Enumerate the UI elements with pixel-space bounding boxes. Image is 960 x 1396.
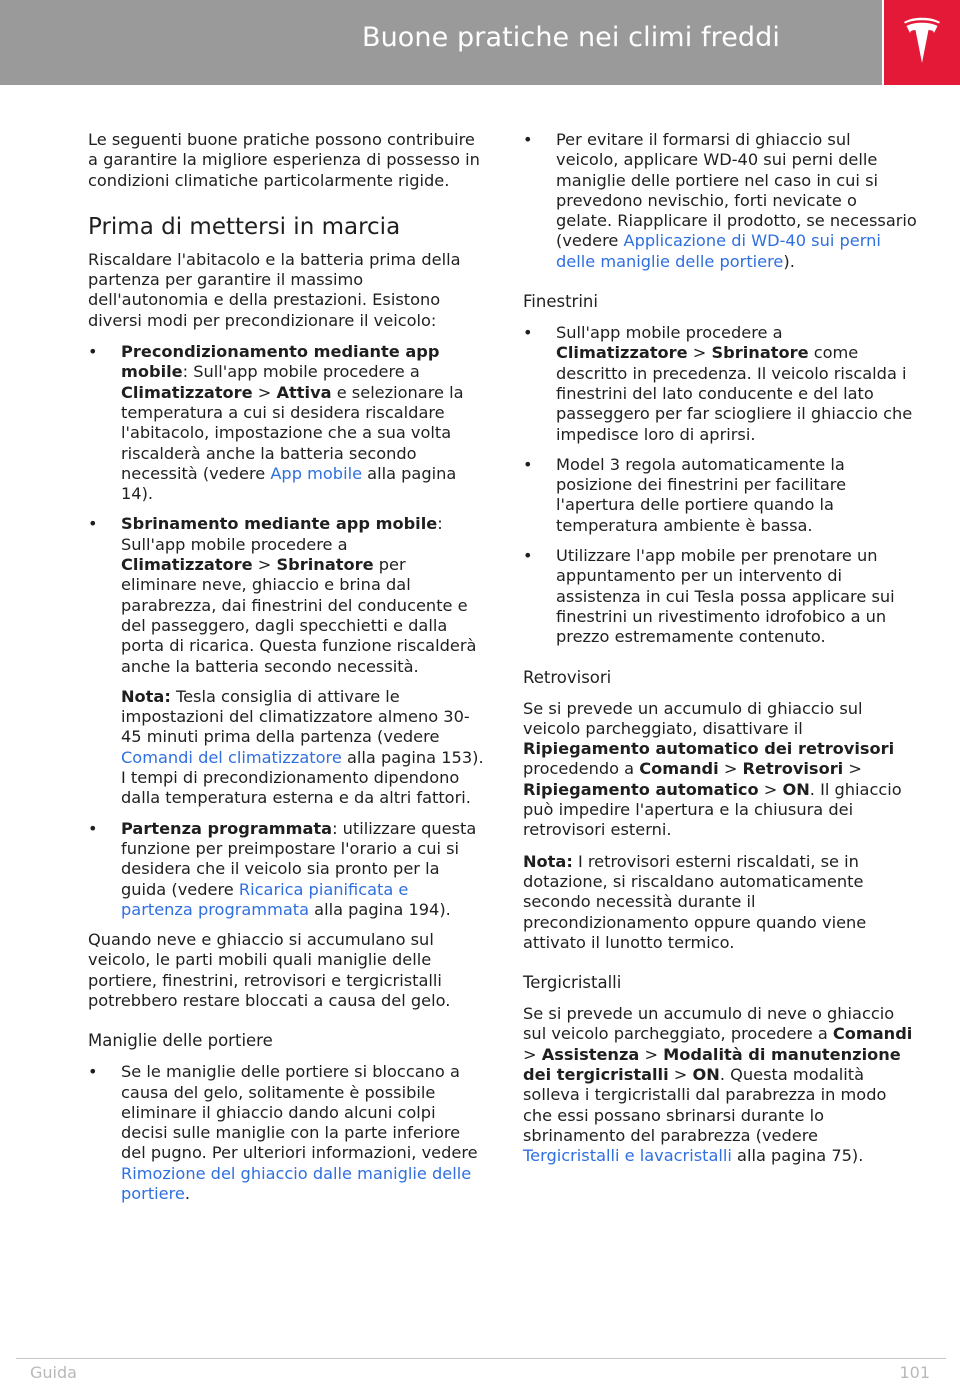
list-item: [88, 514, 484, 808]
separator: >: [718, 759, 743, 779]
bullet-icon: •: [88, 342, 98, 362]
text-span: ).: [783, 251, 795, 271]
bullet-icon: •: [523, 130, 533, 149]
list-item: [523, 323, 917, 445]
bold-term: Sbrinatore: [276, 555, 374, 575]
separator: >: [639, 1044, 664, 1064]
text-span: . Questa modalità solleva i tergicristalli dal parabrezza in modo che essi possano sbrinarsi durante lo sbrinamento del parabrezza (vedere: [523, 1064, 887, 1145]
text-span: . Il ghiaccio può impedire l'apertura e la chiusura dei retrovisori esterni.: [523, 779, 902, 840]
bold-term: Assistenza: [541, 1044, 640, 1064]
text-span: Tesla consiglia di attivare le impostazioni del climatizzatore almeno 30-45 minuti prima della partenza (vedere: [121, 686, 470, 747]
windows-list: [523, 323, 917, 647]
section-title-door-handles: Maniglie delle portiere: [88, 1031, 273, 1051]
list-item: [88, 342, 484, 504]
bold-term: Sbrinatore: [711, 343, 809, 363]
link-wipers[interactable]: Tergicristalli e lavacristalli: [523, 1146, 732, 1166]
left-column: [88, 130, 484, 1214]
mirrors-note: [523, 852, 917, 953]
text-span: alla pagina 153). I tempi di precondizionamento dipendono dalla temperatura esterna e da altri fattori.: [121, 747, 484, 808]
bold-term: ON: [692, 1064, 720, 1084]
text-span: e selezionare la temperatura a cui si desidera riscaldare l'abitacolo, impostazione che a sua volta riscalderà anche la batteria secondo necessità (vedere: [121, 382, 464, 483]
bold-term: Ripiegamento automatico: [523, 779, 759, 799]
list-item: [523, 455, 917, 536]
text-span: Se si prevede un accumulo di neve o ghiaccio sul veicolo parcheggiato, procedere a: [523, 1004, 895, 1044]
page-title: Buone pratiche nei climi freddi: [361, 22, 780, 53]
section-title-before-driving: Prima di mettersi in marcia: [88, 213, 401, 240]
bullet-icon: •: [88, 818, 98, 838]
bullet-icon: •: [523, 323, 533, 343]
bold-term: Attiva: [276, 382, 332, 402]
list-item: [88, 1062, 484, 1204]
text-span: Model 3 regola automaticamente la posizione dei finestrini per facilitare l'apertura delle portiere quando la temperatura ambiente è bassa.: [556, 454, 847, 535]
text-span: per eliminare neve, ghiaccio e brina dal parabrezza, dai finestrini del conducente e del passeggero, dagli specchietti e dalla porta di ricarica. Questa funzione riscalderà anche la batteria secondo necessità.: [121, 555, 477, 676]
bold-term: Partenza programmata: [121, 818, 333, 838]
bold-term: Climatizzatore: [556, 343, 688, 363]
separator: >: [758, 779, 783, 799]
note-block: [121, 687, 484, 809]
brand-logo: [884, 0, 960, 85]
separator: >: [668, 1064, 693, 1084]
bold-term: Retrovisori: [742, 759, 844, 779]
header-bar: [0, 0, 882, 85]
mirrors-paragraph: [523, 699, 917, 841]
section-title-windows: Finestrini: [523, 292, 598, 312]
bold-term: Climatizzatore: [121, 555, 253, 575]
link-wd40[interactable]: Applicazione di WD-40 sui perni delle maniglie delle portiere: [556, 231, 881, 271]
list-item: [523, 546, 917, 647]
section-title-wipers: Tergicristalli: [523, 973, 622, 993]
intro-paragraph: Le seguenti buone pratiche possono contribuire a garantire la migliore esperienza di possesso in condizioni climatiche particolarmente rigide.: [88, 130, 480, 190]
section-intro-paragraph: Riscaldare l'abitacolo e la batteria prima della partenza per garantire il massimo dell'autonomia e della prestazioni. Esistono diversi modi per precondizionare il veicolo:: [88, 249, 461, 330]
separator: >: [687, 343, 712, 363]
bold-term: Comandi: [639, 759, 719, 779]
tesla-logo-icon: [903, 17, 941, 63]
link-remove-ice-handles[interactable]: Rimozione del ghiaccio dalle maniglie delle portiere: [121, 1163, 472, 1204]
text-span: : Sull'app mobile procedere a: [182, 362, 420, 382]
link-scheduled-charging[interactable]: Ricarica pianificata e partenza programmata: [121, 879, 409, 919]
separator: >: [523, 1044, 542, 1064]
text-span: alla pagina 14).: [121, 463, 457, 504]
bullet-icon: •: [523, 454, 533, 474]
bold-term: Modalità di manutenzione dei tergicristalli: [523, 1044, 901, 1084]
page-number: 101: [899, 1363, 930, 1382]
text-span: come descritto in precedenza. Il veicolo riscalda i finestrini del lato conducente e del lato passeggero per far sciogliere il ghiaccio che impedisce loro di aprirsi.: [556, 343, 913, 444]
text-span: alla pagina 75).: [731, 1146, 864, 1166]
right-column: [523, 130, 917, 1177]
section-title-mirrors: Retrovisori: [523, 667, 612, 687]
wipers-paragraph: [523, 1004, 917, 1166]
text-span: : Sull'app mobile procedere a: [121, 514, 443, 554]
text-span: Se le maniglie delle portiere si bloccano a causa del gelo, solitamente è possibile eliminare il ghiaccio dando alcuni colpi decisi sulle maniglie con la parte inferiore del pugno. Per ulteriori informazioni, vedere: [121, 1062, 478, 1163]
separator: >: [843, 759, 862, 779]
footer-section-label: Guida: [30, 1363, 77, 1382]
list-item: [523, 130, 917, 272]
separator: >: [252, 555, 277, 575]
bold-term: Sbrinamento mediante app mobile: [121, 514, 438, 534]
note-label: Nota:: [523, 851, 573, 871]
bold-term: Comandi: [832, 1024, 913, 1044]
list-item: [88, 819, 484, 920]
text-span: Sull'app mobile procedere a: [556, 323, 783, 343]
link-app-mobile[interactable]: App mobile: [270, 463, 363, 483]
text-span: Utilizzare l'app mobile per prenotare un appuntamento per un intervento di assistenza in cui Tesla possa applicare sui finestrini un rivestimento idrofobico a un prezzo estremamente contenuto.: [556, 546, 895, 647]
bold-term: Climatizzatore: [121, 382, 253, 402]
bold-term: ON: [782, 779, 810, 799]
wd40-list: [523, 130, 917, 272]
bullet-icon: •: [88, 514, 98, 534]
bold-term: Precondizionamento mediante app mobile: [121, 342, 440, 382]
link-climate-controls[interactable]: Comandi del climatizzatore: [121, 747, 342, 767]
text-span: .: [184, 1184, 191, 1204]
text-span: alla pagina 194).: [309, 899, 451, 919]
frozen-parts-paragraph: Quando neve e ghiaccio si accumulano sul veicolo, le parti mobili quali maniglie delle portiere, finestrini, retrovisori e tergicristalli potrebbero restare bloccati a causa del gelo.: [88, 930, 451, 1010]
text-span: procedendo a: [523, 759, 640, 779]
bullet-icon: •: [523, 546, 533, 566]
separator: >: [252, 382, 277, 402]
bullet-icon: •: [88, 1062, 98, 1082]
door-handles-list: [88, 1062, 484, 1204]
text-span: I retrovisori esterni riscaldati, se in dotazione, si riscaldano automaticamente secondo necessità durante il precondizionamento oppure quando viene attivato il lunotto termico.: [523, 851, 867, 952]
preconditioning-list: [88, 342, 484, 920]
text-span: Se si prevede un accumulo di ghiaccio sul veicolo parcheggiato, disattivare il: [523, 698, 863, 738]
bold-term: Ripiegamento automatico dei retrovisori: [523, 739, 895, 759]
text-span: : utilizzare questa funzione per preimpostare l'orario a cui si desidera che il veicolo sia pronto per la guida (vedere: [121, 818, 477, 899]
footer-divider: [16, 1358, 946, 1359]
note-label: Nota:: [121, 686, 171, 706]
text-span: Per evitare il formarsi di ghiaccio sul veicolo, applicare WD-40 sui perni delle maniglie delle portiere nel caso in cui si prevedono nevischio, forti nevicate o gelate. Riapplicare il prodotto, se necessario (vedere: [556, 130, 917, 251]
